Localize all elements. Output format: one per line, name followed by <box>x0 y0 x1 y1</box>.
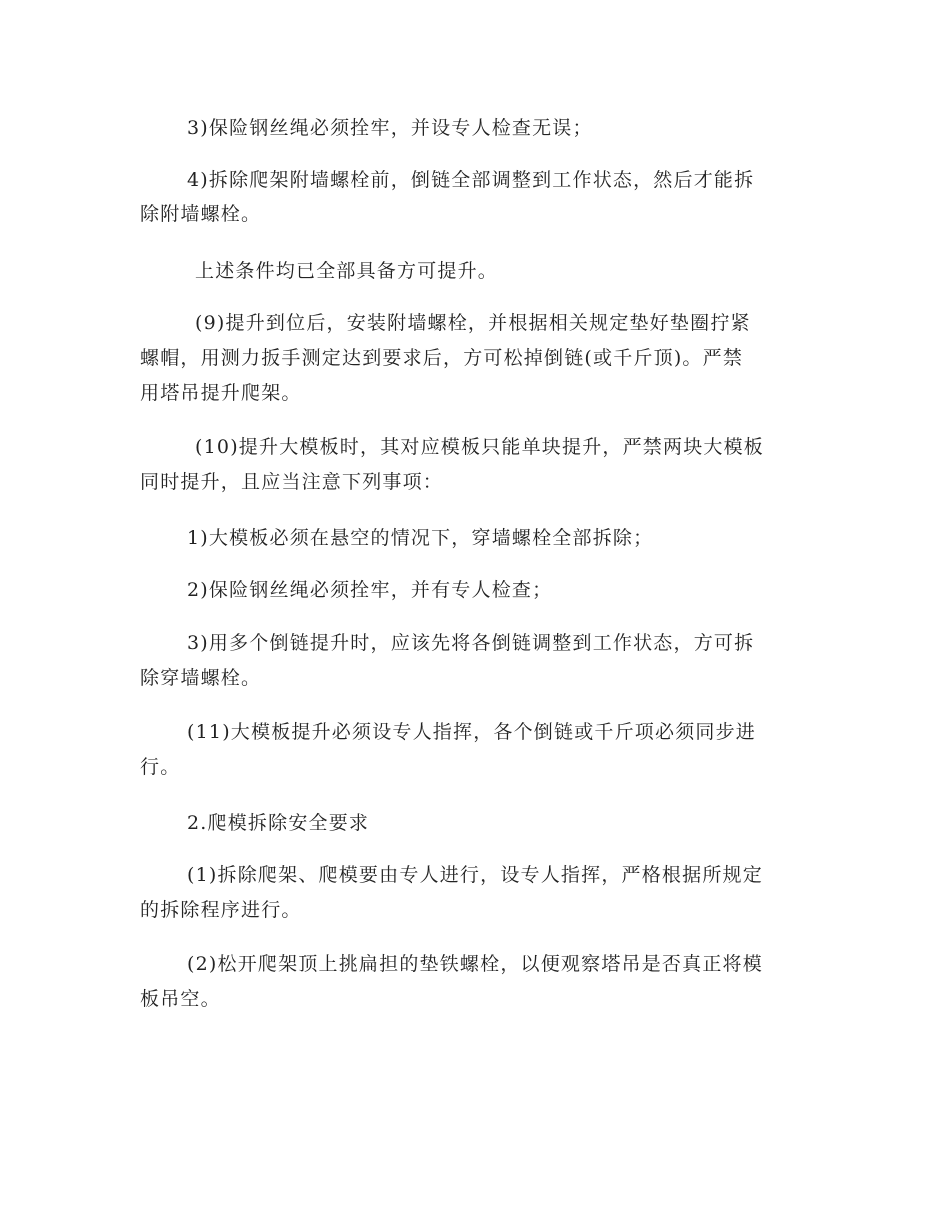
paragraph-4-line-1: (9)提升到位后，安装附墙螺栓，并根据相关规定垫好垫圈拧紧 <box>195 312 751 334</box>
paragraph-5-line-2: 同时提升，且应当注意下列事项： <box>140 471 444 493</box>
paragraph-11-line-2: 的拆除程序进行。 <box>140 899 302 921</box>
paragraph-12-line-2: 板吊空。 <box>140 988 221 1010</box>
paragraph-8-line-2: 除穿墙螺栓。 <box>140 667 262 689</box>
paragraph-4-line-3: 用塔吊提升爬架。 <box>140 382 302 404</box>
paragraph-11-line-1: (1)拆除爬架、爬模要由专人进行，设专人指挥，严格根据所规定 <box>187 864 763 886</box>
paragraph-10-line-1: 2.爬模拆除安全要求 <box>187 812 370 834</box>
paragraph-7-line-1: 2)保险钢丝绳必须拴牢，并有专人检查； <box>187 579 553 601</box>
paragraph-5-line-1: (10)提升大模板时，其对应模板只能单块提升，严禁两块大模板 <box>195 436 765 458</box>
paragraph-4-line-2: 螺帽，用测力扳手测定达到要求后，方可松掉倒链(或千斤顶)。严禁 <box>140 347 744 369</box>
paragraph-2-line-2: 除附墙螺栓。 <box>140 203 262 225</box>
paragraph-6-line-1: 1)大模板必须在悬空的情况下，穿墙螺栓全部拆除； <box>187 527 654 549</box>
paragraph-3-line-1: 上述条件均已全部具备方可提升。 <box>195 260 499 282</box>
paragraph-2-line-1: 4)拆除爬架附墙螺栓前，倒链全部调整到工作状态，然后才能拆 <box>187 169 755 191</box>
paragraph-12-line-1: (2)松开爬架顶上挑扁担的垫铁螺栓，以便观察塔吊是否真正将模 <box>187 953 763 975</box>
paragraph-1-line-1: 3)保险钢丝绳必须拴牢，并设专人检查无误； <box>187 117 593 139</box>
paragraph-8-line-1: 3)用多个倒链提升时，应该先将各倒链调整到工作状态，方可拆 <box>187 632 755 654</box>
paragraph-9-line-1: (11)大模板提升必须设专人指挥，各个倒链或千斤项必须同步进 <box>187 721 757 743</box>
paragraph-9-line-2: 行。 <box>140 756 181 778</box>
